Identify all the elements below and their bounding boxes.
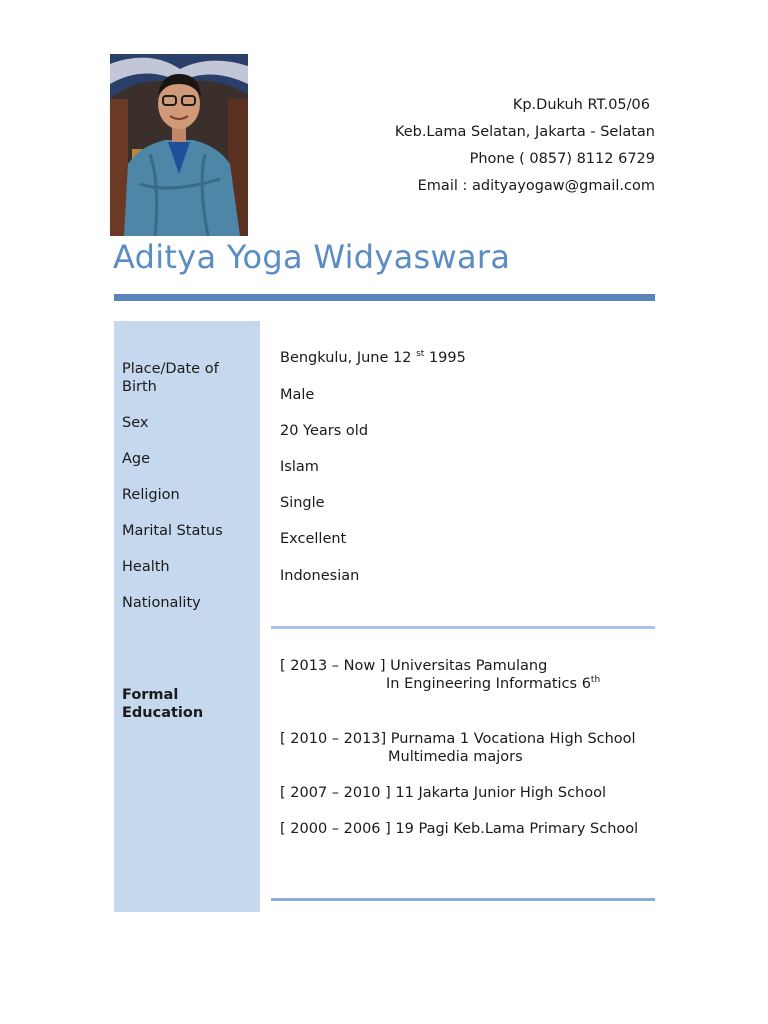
heading-divider: [114, 294, 655, 301]
value-marital-status: Single: [280, 495, 325, 511]
address-line-1: Kp.Dukuh RT.05/06: [512, 97, 650, 113]
label-column: [114, 321, 260, 912]
address-line-2: Keb.Lama Selatan, Jakarta - Selatan: [394, 124, 655, 140]
full-name-heading: Aditya Yoga Widyaswara: [113, 238, 511, 276]
education-entry-1-line1: [ 2013 – Now ] Universitas Pamulang: [280, 658, 548, 674]
education-entry-1-ordinal: th: [590, 675, 601, 685]
contact-block: [395, 92, 655, 200]
profile-photo: [110, 54, 248, 236]
education-entry-1-line2: [386, 675, 600, 693]
label-health: Health: [122, 559, 170, 575]
value-birth-ordinal: st: [416, 349, 425, 359]
label-marital-status: Marital Status: [122, 523, 223, 539]
value-religion: Islam: [280, 459, 319, 475]
value-nationality: Indonesian: [280, 568, 360, 584]
education-entry-2-line1: [ 2010 – 2013] Purnama 1 Vocationa High School: [280, 731, 636, 747]
value-birth-year: 1995: [424, 350, 466, 366]
label-nationality: Nationality: [122, 595, 201, 611]
education-entry-2-line2: Multimedia majors: [388, 749, 523, 765]
value-birth-main: Bengkulu, June 12: [280, 350, 412, 366]
value-birth: [280, 349, 466, 367]
value-sex: Male: [280, 387, 315, 403]
section-divider: [271, 626, 655, 629]
bottom-divider: [271, 898, 655, 901]
label-birth: Place/Date of Birth: [122, 361, 219, 395]
value-age: 20 Years old: [280, 423, 369, 439]
value-health: Excellent: [280, 531, 347, 547]
education-entry-1-major: In Engineering Informatics 6: [386, 676, 591, 692]
label-religion: Religion: [122, 487, 180, 503]
phone-number: Phone ( 0857) 8112 6729: [469, 151, 655, 167]
label-formal-education: Formal Education: [122, 687, 204, 721]
label-age: Age: [122, 451, 151, 467]
label-sex: Sex: [122, 415, 149, 431]
education-entry-3: [ 2007 – 2010 ] 11 Jakarta Junior High School: [280, 785, 607, 801]
person-photo-illustration: [110, 54, 248, 236]
email-address[interactable]: Email : adityayogaw@gmail.com: [417, 178, 655, 194]
education-entry-4: [ 2000 – 2006 ] 19 Pagi Keb.Lama Primary School: [280, 821, 639, 837]
